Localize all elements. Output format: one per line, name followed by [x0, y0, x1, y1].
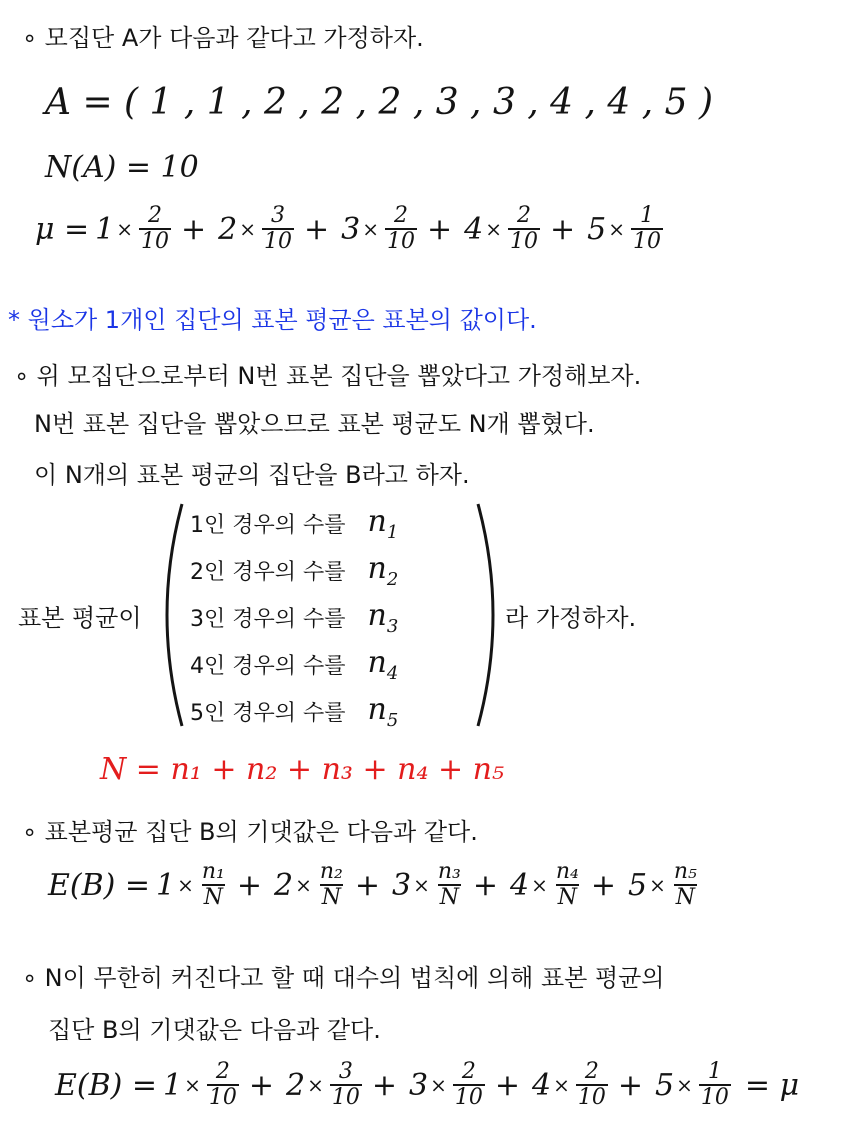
fraction-numerator: 2 [215, 1059, 230, 1084]
plus-sign: + [472, 867, 499, 903]
left-parenthesis [150, 500, 190, 730]
term-coefficient: 2 [274, 867, 294, 903]
times-sign: × [307, 1073, 324, 1097]
fraction [330, 1060, 362, 1110]
sampling-line: ∘ 위 모집단으로부터 N번 표본 집단을 뽑았다고 가정해보자. [14, 362, 642, 390]
case-count-row [190, 500, 398, 547]
times-sign: × [531, 873, 548, 897]
eb-equation [48, 860, 703, 910]
case-count-label: 4인 경우의 수를 [190, 654, 346, 679]
fraction-denominator: 10 [633, 229, 662, 254]
right-parenthesis [470, 500, 510, 730]
times-sign: × [362, 217, 380, 241]
bracket-left-label: 표본 평균이 [18, 604, 142, 632]
case-count-row [190, 547, 398, 594]
times-sign: × [116, 217, 134, 241]
eb-limit-suffix: = μ [744, 1067, 800, 1103]
plus-sign: + [371, 1067, 398, 1103]
fraction [672, 860, 699, 910]
times-sign: × [553, 1073, 570, 1097]
case-count-variable: $n_3$ [367, 598, 399, 637]
fraction [576, 1060, 608, 1110]
times-sign: × [649, 873, 666, 897]
plus-sign: + [248, 1067, 275, 1103]
times-sign: × [430, 1073, 447, 1097]
fraction-denominator: N [675, 885, 696, 910]
fraction [631, 204, 663, 254]
fraction-denominator: 10 [577, 1085, 606, 1110]
set-b-line: 이 N개의 표본 평균의 집단을 B라고 하자. [34, 461, 470, 489]
case-count-label: 3인 경우의 수를 [190, 607, 346, 632]
fraction-numerator: 3 [338, 1059, 353, 1084]
times-sign: × [676, 1073, 693, 1097]
plus-sign: + [181, 211, 207, 247]
fraction-numerator: 2 [148, 203, 163, 228]
fraction-denominator: 10 [208, 1085, 237, 1110]
fraction-denominator: 10 [141, 229, 170, 254]
fraction-denominator: 10 [331, 1085, 360, 1110]
fraction-numerator: 2 [461, 1059, 476, 1084]
term-coefficient: 3 [392, 867, 412, 903]
fraction [385, 204, 417, 254]
case-count-row [190, 688, 398, 735]
fraction-numerator: 2 [394, 203, 409, 228]
fraction [318, 860, 345, 910]
case-count-variable: $n_4$ [367, 645, 399, 684]
fraction-numerator: n₂ [319, 859, 343, 884]
fraction-numerator: 2 [517, 203, 532, 228]
fraction-denominator: 10 [387, 229, 416, 254]
fraction-numerator: 3 [271, 203, 286, 228]
mu-equation [35, 204, 667, 254]
times-sign: × [413, 873, 430, 897]
case-count-label: 1인 경우의 수를 [190, 513, 346, 538]
plus-sign: + [427, 211, 453, 247]
variable-subscript: 2 [386, 569, 399, 590]
fraction-denominator: 10 [700, 1085, 729, 1110]
expectation-result-line: 집단 B의 기댓값은 다음과 같다. [48, 1016, 381, 1044]
fraction [699, 1060, 731, 1110]
sample-means-line: N번 표본 집단을 뽑았으므로 표본 평균도 N개 뽑혔다. [34, 410, 595, 438]
times-sign: × [239, 217, 257, 241]
fraction-numerator: n₅ [673, 859, 697, 884]
fraction [262, 204, 294, 254]
note-blue: * 원소가 1개인 집단의 표본 평균은 표본의 값이다. [8, 306, 537, 334]
term-coefficient: 5 [655, 1067, 675, 1103]
fraction-denominator: N [321, 885, 342, 910]
variable-subscript: 5 [386, 710, 399, 731]
mu-prefix: μ = [35, 211, 90, 247]
red-sum-equation: N = n₁ + n₂ + n₃ + n₄ + n₅ [100, 752, 505, 787]
term-coefficient: 2 [218, 211, 238, 247]
term-coefficient: 1 [163, 1067, 183, 1103]
fraction-denominator: 10 [264, 229, 293, 254]
term-coefficient: 1 [156, 867, 176, 903]
set-a-size: N(A) = 10 [45, 150, 199, 185]
times-sign: × [485, 217, 503, 241]
fraction-numerator: 2 [584, 1059, 599, 1084]
term-coefficient: 5 [628, 867, 648, 903]
plus-sign: + [590, 867, 617, 903]
eb-prefix: E(B) = [48, 867, 151, 903]
eb-limit-equation [55, 1060, 799, 1110]
plus-sign: + [304, 211, 330, 247]
fraction-denominator: N [557, 885, 578, 910]
fraction-denominator: 10 [510, 229, 539, 254]
fraction-numerator: 1 [707, 1059, 722, 1084]
fraction-numerator: 1 [640, 203, 655, 228]
plus-sign: + [236, 867, 263, 903]
fraction-denominator: 10 [454, 1085, 483, 1110]
eb-limit-prefix: E(B) = [55, 1067, 158, 1103]
variable-subscript: 1 [386, 522, 399, 543]
fraction [554, 860, 581, 910]
fraction-numerator: n₃ [437, 859, 461, 884]
term-coefficient: 5 [587, 211, 607, 247]
fraction-numerator: n₁ [201, 859, 225, 884]
fraction [453, 1060, 485, 1110]
fraction-numerator: n₄ [555, 859, 579, 884]
eb-terms [150, 860, 703, 910]
variable-subscript: 4 [386, 663, 399, 684]
term-coefficient: 2 [286, 1067, 306, 1103]
term-coefficient: 1 [95, 211, 115, 247]
fraction-denominator: N [439, 885, 460, 910]
fraction [508, 204, 540, 254]
case-count-variable: $n_2$ [367, 551, 399, 590]
case-count-variable: $n_1$ [367, 504, 399, 543]
term-coefficient: 4 [532, 1067, 552, 1103]
fraction [200, 860, 227, 910]
plus-sign: + [550, 211, 576, 247]
plus-sign: + [494, 1067, 521, 1103]
times-sign: × [295, 873, 312, 897]
case-count-label: 5인 경우의 수를 [190, 701, 346, 726]
term-coefficient: 3 [409, 1067, 429, 1103]
term-coefficient: 3 [341, 211, 361, 247]
fraction-denominator: N [203, 885, 224, 910]
times-sign: × [184, 1073, 201, 1097]
fraction [436, 860, 463, 910]
bracket-right-label: 라 가정하자. [505, 604, 637, 632]
expectation-intro: ∘ 표본평균 집단 B의 기댓값은 다음과 같다. [22, 818, 478, 846]
mu-terms [89, 204, 667, 254]
variable-subscript: 3 [386, 616, 399, 637]
set-a-definition: A = ( 1 , 1 , 2 , 2 , 2 , 3 , 3 , 4 , 4 , 5 ) [45, 82, 714, 123]
times-sign: × [608, 217, 626, 241]
times-sign: × [177, 873, 194, 897]
law-of-large-numbers-line: ∘ N이 무한히 커진다고 할 때 대수의 법칙에 의해 표본 평균의 [22, 964, 665, 992]
case-count-row [190, 594, 398, 641]
fraction [139, 204, 171, 254]
plus-sign: + [354, 867, 381, 903]
case-count-variable: $n_5$ [367, 692, 399, 731]
case-count-label: 2인 경우의 수를 [190, 560, 346, 585]
fraction [207, 1060, 239, 1110]
term-coefficient: 4 [510, 867, 530, 903]
term-coefficient: 4 [464, 211, 484, 247]
intro-line: ∘ 모집단 A가 다음과 같다고 가정하자. [22, 24, 424, 52]
eb-limit-terms [157, 1060, 735, 1110]
case-count-list [190, 500, 398, 735]
case-count-row [190, 641, 398, 688]
plus-sign: + [617, 1067, 644, 1103]
